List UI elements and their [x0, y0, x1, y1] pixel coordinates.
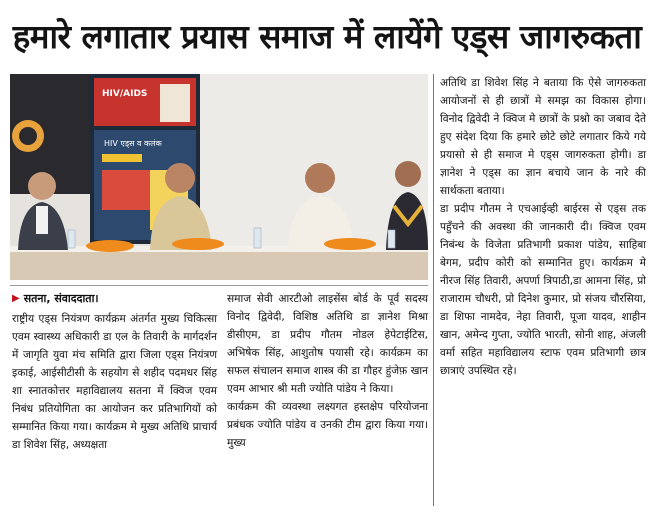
- paragraph: डा प्रदीप गौतम ने एचआईव्ही बाईरस से एड्स तक पहुँचने की अवस्था की जानकारी दी। क्विज एवम निबंन्ध के विजेता प्रतिभागी प्रकाश पांडेय, साहिबा बेगम, प्रदीप कोरी को सम्मानित हुए। कार्यक्रम मे नीरज सिंह तिवारी, अपर्णा त्रिपाठी,डा आमना सिंह, प्रो राजाराम चौधरी, प्रो दिनेश कुमार, प्रो संजय चौरसिया, डा शिफा नामदेव, नेहा तिवारी, पूजा यादव, शाहीन खान, अमेन्द गुप्ता, ज्योति भारती, सोनी शाह, अंजली वर्मा सहित महाविद्यालय स्टाफ एवम प्रतिभागी छात्र छात्राएं उपस्थित रहे।: [440, 203, 646, 377]
- screen-title: HIV/AIDS: [102, 89, 148, 99]
- screen-subtitle: HIV एड्स व कलंक: [104, 139, 162, 148]
- column-divider: [433, 74, 434, 506]
- article-column-2: [227, 290, 428, 452]
- article-column-1: [12, 290, 217, 454]
- paragraph: कार्यक्रम की व्यवस्था लक्ष्यगत हस्तक्षेप परियोजना प्रबंधक ज्योति पांडेय व उनकी टीम द्वारा किया गया। मुख्य: [227, 401, 428, 449]
- news-photo: [10, 74, 428, 280]
- dateline: [12, 290, 217, 308]
- photo-bottom-rule: [10, 285, 428, 286]
- paragraph: समाज सेवी आरटीओ लाइसेंस बोर्ड के पूर्व सदस्य विनोद द्विवेदी, विशिष्ठ अतिथि डा ज्ञानेश मिश्रा डीसीएम, डा प्रदीप गौतम नोडल हेपेटाईटिस, अभिषेक सिंह, आशुतोष पयासी रहे। कार्यक्रम का सफल संचालन समाज शास्त्र की डा गौहर हुंजेफ़ खान एवम आभार श्री मती ज्योति पांडेय ने किया।: [227, 293, 428, 395]
- dateline-text: सतना, संवाददाता।: [23, 292, 99, 305]
- headline: हमारे लगातार प्रयास समाज में लायेंगे एड्स जागरुकता: [12, 16, 642, 56]
- article-column-3: [440, 74, 646, 380]
- paragraph: राष्ट्रीय एड्स नियंत्रण कार्यक्रम अंतर्गत मुख्य चिकित्सा एवम स्वास्थ्य अधिकारी डा एल के तिवारी के मार्गदर्शन में जागृति युवा मंच समिति द्वारा जिला एड्स नियंत्रण इकाई, आईसीटीसी के सहयोग से शहीद पदमधर सिंह शा स्नातकोत्तर महाविद्यालय सतना में क्विज एवम निबंध प्रतियोगिता का आयोजन कर प्रतिभागियों को सम्मानित किया गया। कार्यक्रम मे मुख्य अतिथि प्राचार्य डा शिवेश सिंह, अध्यक्षता: [12, 313, 217, 451]
- paragraph: अतिथि डा शिवेश सिंह ने बताया कि ऐसे जागरुकता आयोजनों से ही छात्रों मे समझ का विकास होगा। विनोद द्विवेदी ने क्विज मे छात्रों के प्रश्नो का जबाव देते हुए संदेश दिया कि हमारे छोटे छोटे लगातार किये गये प्रयासो से ही समाज मे एड्स जागरुकता होगी। डा ज्ञानेश ने एड्स का ज्ञान बचाये जान के नारे की सार्थकता बताया।: [440, 77, 646, 197]
- triangle-arrow-icon: ▶: [12, 293, 20, 304]
